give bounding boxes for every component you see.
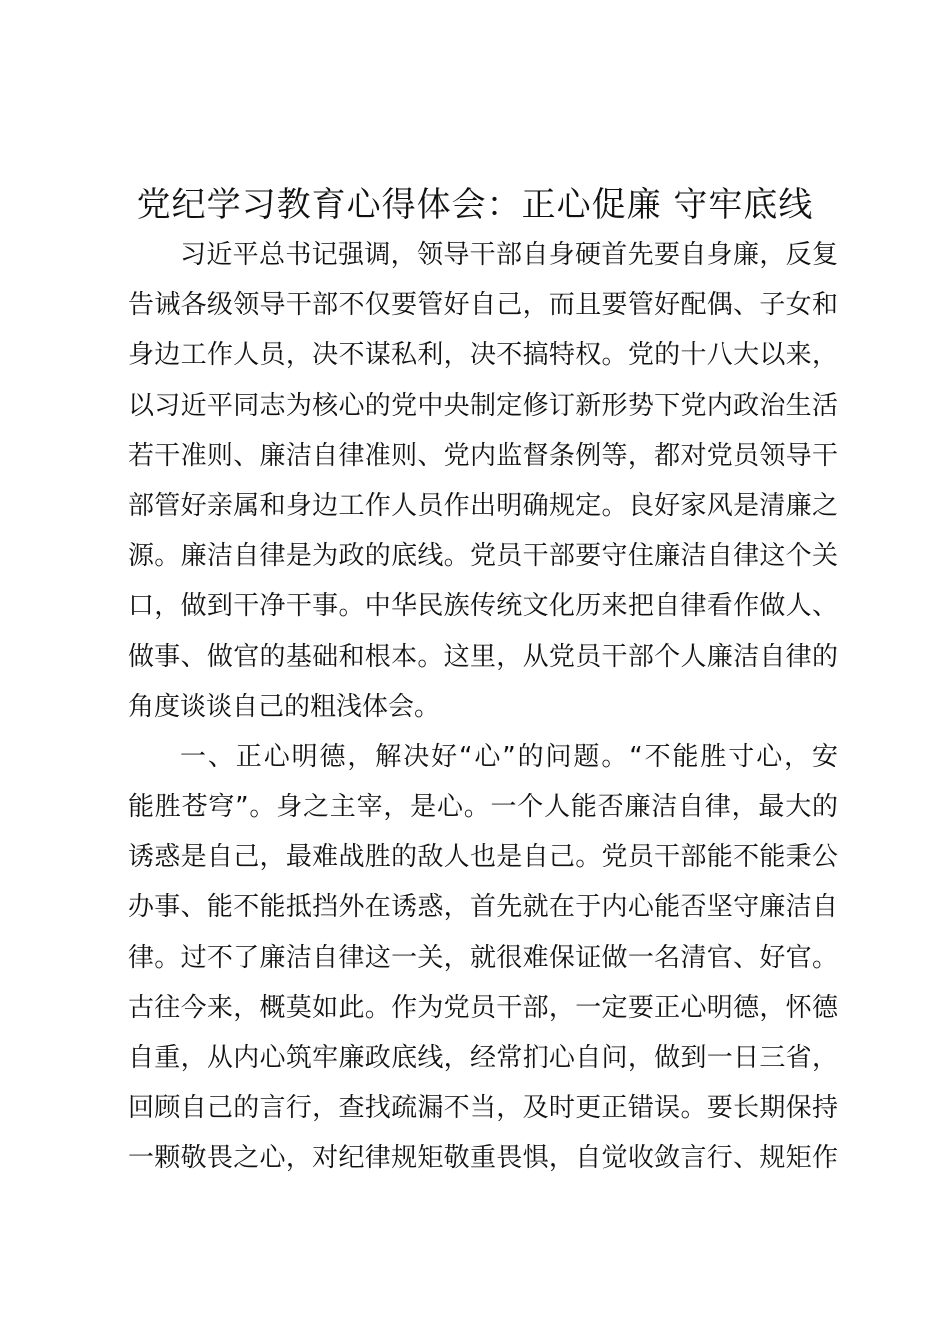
text-line: 律。过不了廉洁自律这一关，就很难保证做一名清官、好官。 xyxy=(128,942,838,973)
text-line: 源。廉洁自律是为政的底线。党员干部要守住廉洁自律这个关 xyxy=(128,541,838,572)
text-line: 一、正心明德，解决好“心”的问题。“不能胜寸心，安 xyxy=(180,741,838,772)
paragraph-1 xyxy=(128,230,838,732)
text-line: 做事、做官的基础和根本。这里，从党员干部个人廉洁自律的 xyxy=(128,641,838,672)
text-line: 角度谈谈自己的粗浅体会。 xyxy=(128,691,441,722)
text-line: 诱惑是自己，最难战胜的敌人也是自己。党员干部能不能秉公 xyxy=(128,842,838,873)
text-line: 以习近平同志为核心的党中央制定修订新形势下党内政治生活 xyxy=(128,390,838,421)
text-line: 能胜苍穹”。身之主宰，是心。一个人能否廉洁自律，最大的 xyxy=(128,792,838,823)
paragraph-2 xyxy=(128,732,838,1184)
text-line: 办事、能不能抵挡外在诱惑，首先就在于内心能否坚守廉洁自 xyxy=(128,892,838,923)
text-line: 若干准则、廉洁自律准则、党内监督条例等，都对党员领导干 xyxy=(128,440,838,471)
text-line: 一颗敬畏之心，对纪律规矩敬重畏惧，自觉收敛言行、规矩作 xyxy=(128,1143,838,1174)
text-line: 身边工作人员，决不谋私利，决不搞特权。党的十八大以来， xyxy=(128,340,838,371)
document-title: 党纪学习教育心得体会：正心促廉 守牢底线 xyxy=(136,185,814,225)
text-line: 告诫各级领导干部不仅要管好自己，而且要管好配偶、子女和 xyxy=(128,290,838,321)
text-line: 回顾自己的言行，查找疏漏不当，及时更正错误。要长期保持 xyxy=(128,1093,838,1124)
text-line: 习近平总书记强调，领导干部自身硬首先要自身廉，反复 xyxy=(180,240,838,270)
text-line: 口，做到干净干事。中华民族传统文化历来把自律看作做人、 xyxy=(128,591,838,622)
text-line: 古往今来，概莫如此。作为党员干部，一定要正心明德，怀德 xyxy=(128,992,838,1023)
text-line: 部管好亲属和身边工作人员作出明确规定。良好家风是清廉之 xyxy=(128,490,838,521)
text-line: 自重，从内心筑牢廉政底线，经常扪心自问，做到一日三省， xyxy=(128,1043,838,1073)
document-body xyxy=(128,230,838,1184)
